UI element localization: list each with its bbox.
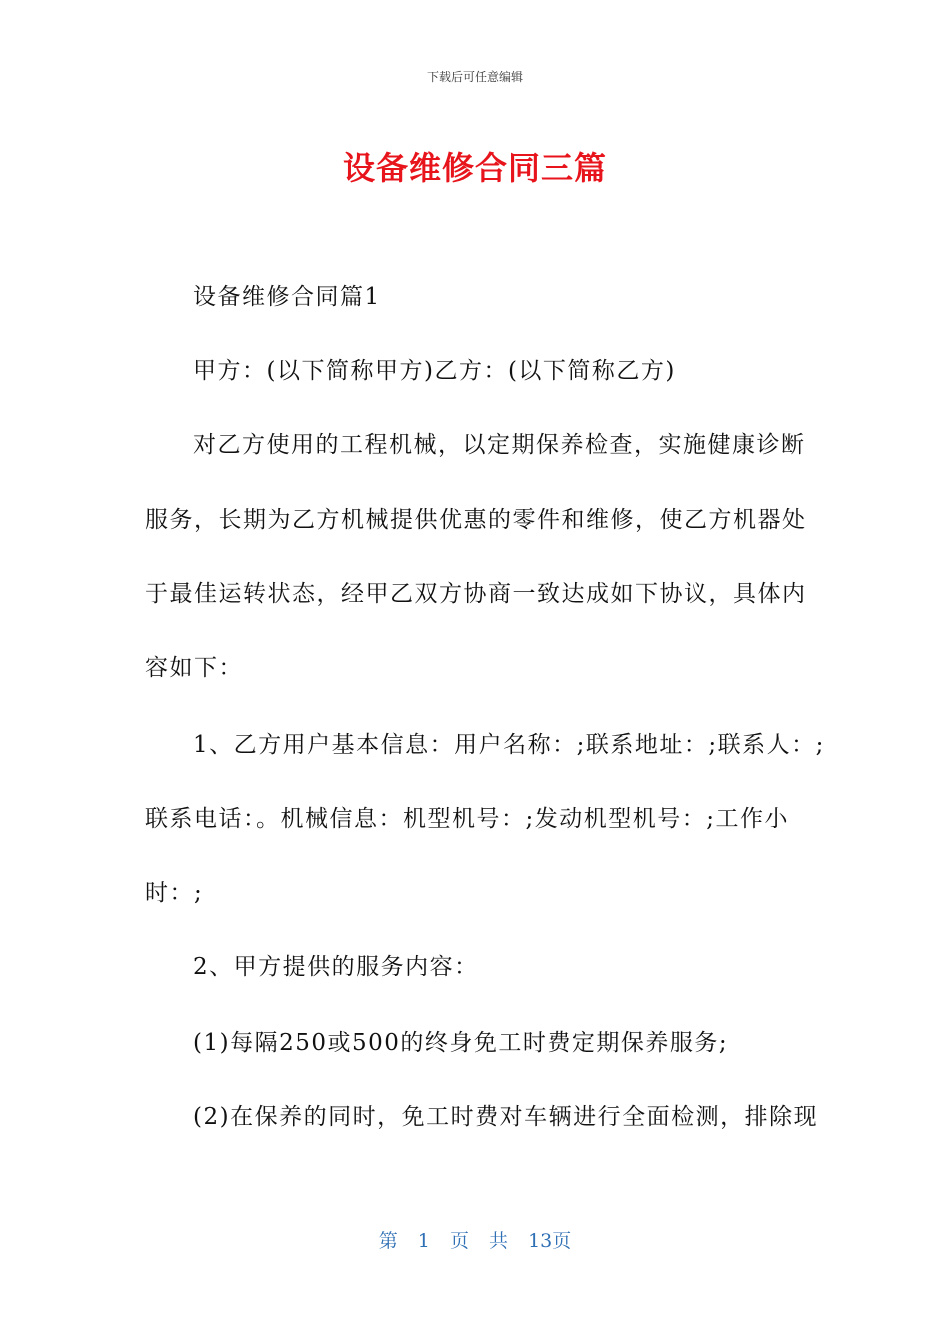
paragraph-line: 2、甲方提供的服务内容： — [193, 954, 479, 980]
paragraph-line: (1)每隔250或500的终身免工时费定期保养服务; — [193, 1030, 729, 1056]
paragraph-line: 于最佳运转状态，经甲乙双方协商一致达成如下协议，具体内 — [145, 581, 807, 607]
paragraph-line: (2)在保养的同时，免工时费对车辆进行全面检测，排除现 — [193, 1104, 819, 1130]
footer-word-gong: 共 — [489, 1230, 509, 1252]
footer-page-number: 1 — [417, 1230, 430, 1252]
paragraph-line: 甲方：(以下简称甲方)乙方：(以下简称乙方) — [193, 358, 676, 384]
paragraph-line: 1、乙方用户基本信息：用户名称：;联系地址：;联系人：; — [193, 732, 825, 758]
page-footer — [0, 1226, 950, 1253]
paragraph-line: 容如下： — [145, 655, 243, 681]
paragraph-line: 联系电话：。机械信息：机型机号：;发动机型机号：;工作小 — [145, 806, 789, 832]
footer-word-di: 第 — [378, 1230, 398, 1252]
footer-total-pages: 13页 — [528, 1230, 572, 1252]
paragraph-line: 时：; — [145, 880, 204, 906]
document-title: 设备维修合同三篇 — [342, 149, 607, 187]
footer-word-ye: 页 — [449, 1230, 469, 1252]
paragraph-line: 服务，长期为乙方机械提供优惠的零件和维修，使乙方机器处 — [145, 507, 807, 533]
section-heading: 设备维修合同篇1 — [193, 284, 381, 310]
paragraph-line: 对乙方使用的工程机械，以定期保养检查，实施健康诊断 — [193, 432, 806, 458]
header-note: 下载后可任意编辑 — [426, 70, 523, 84]
